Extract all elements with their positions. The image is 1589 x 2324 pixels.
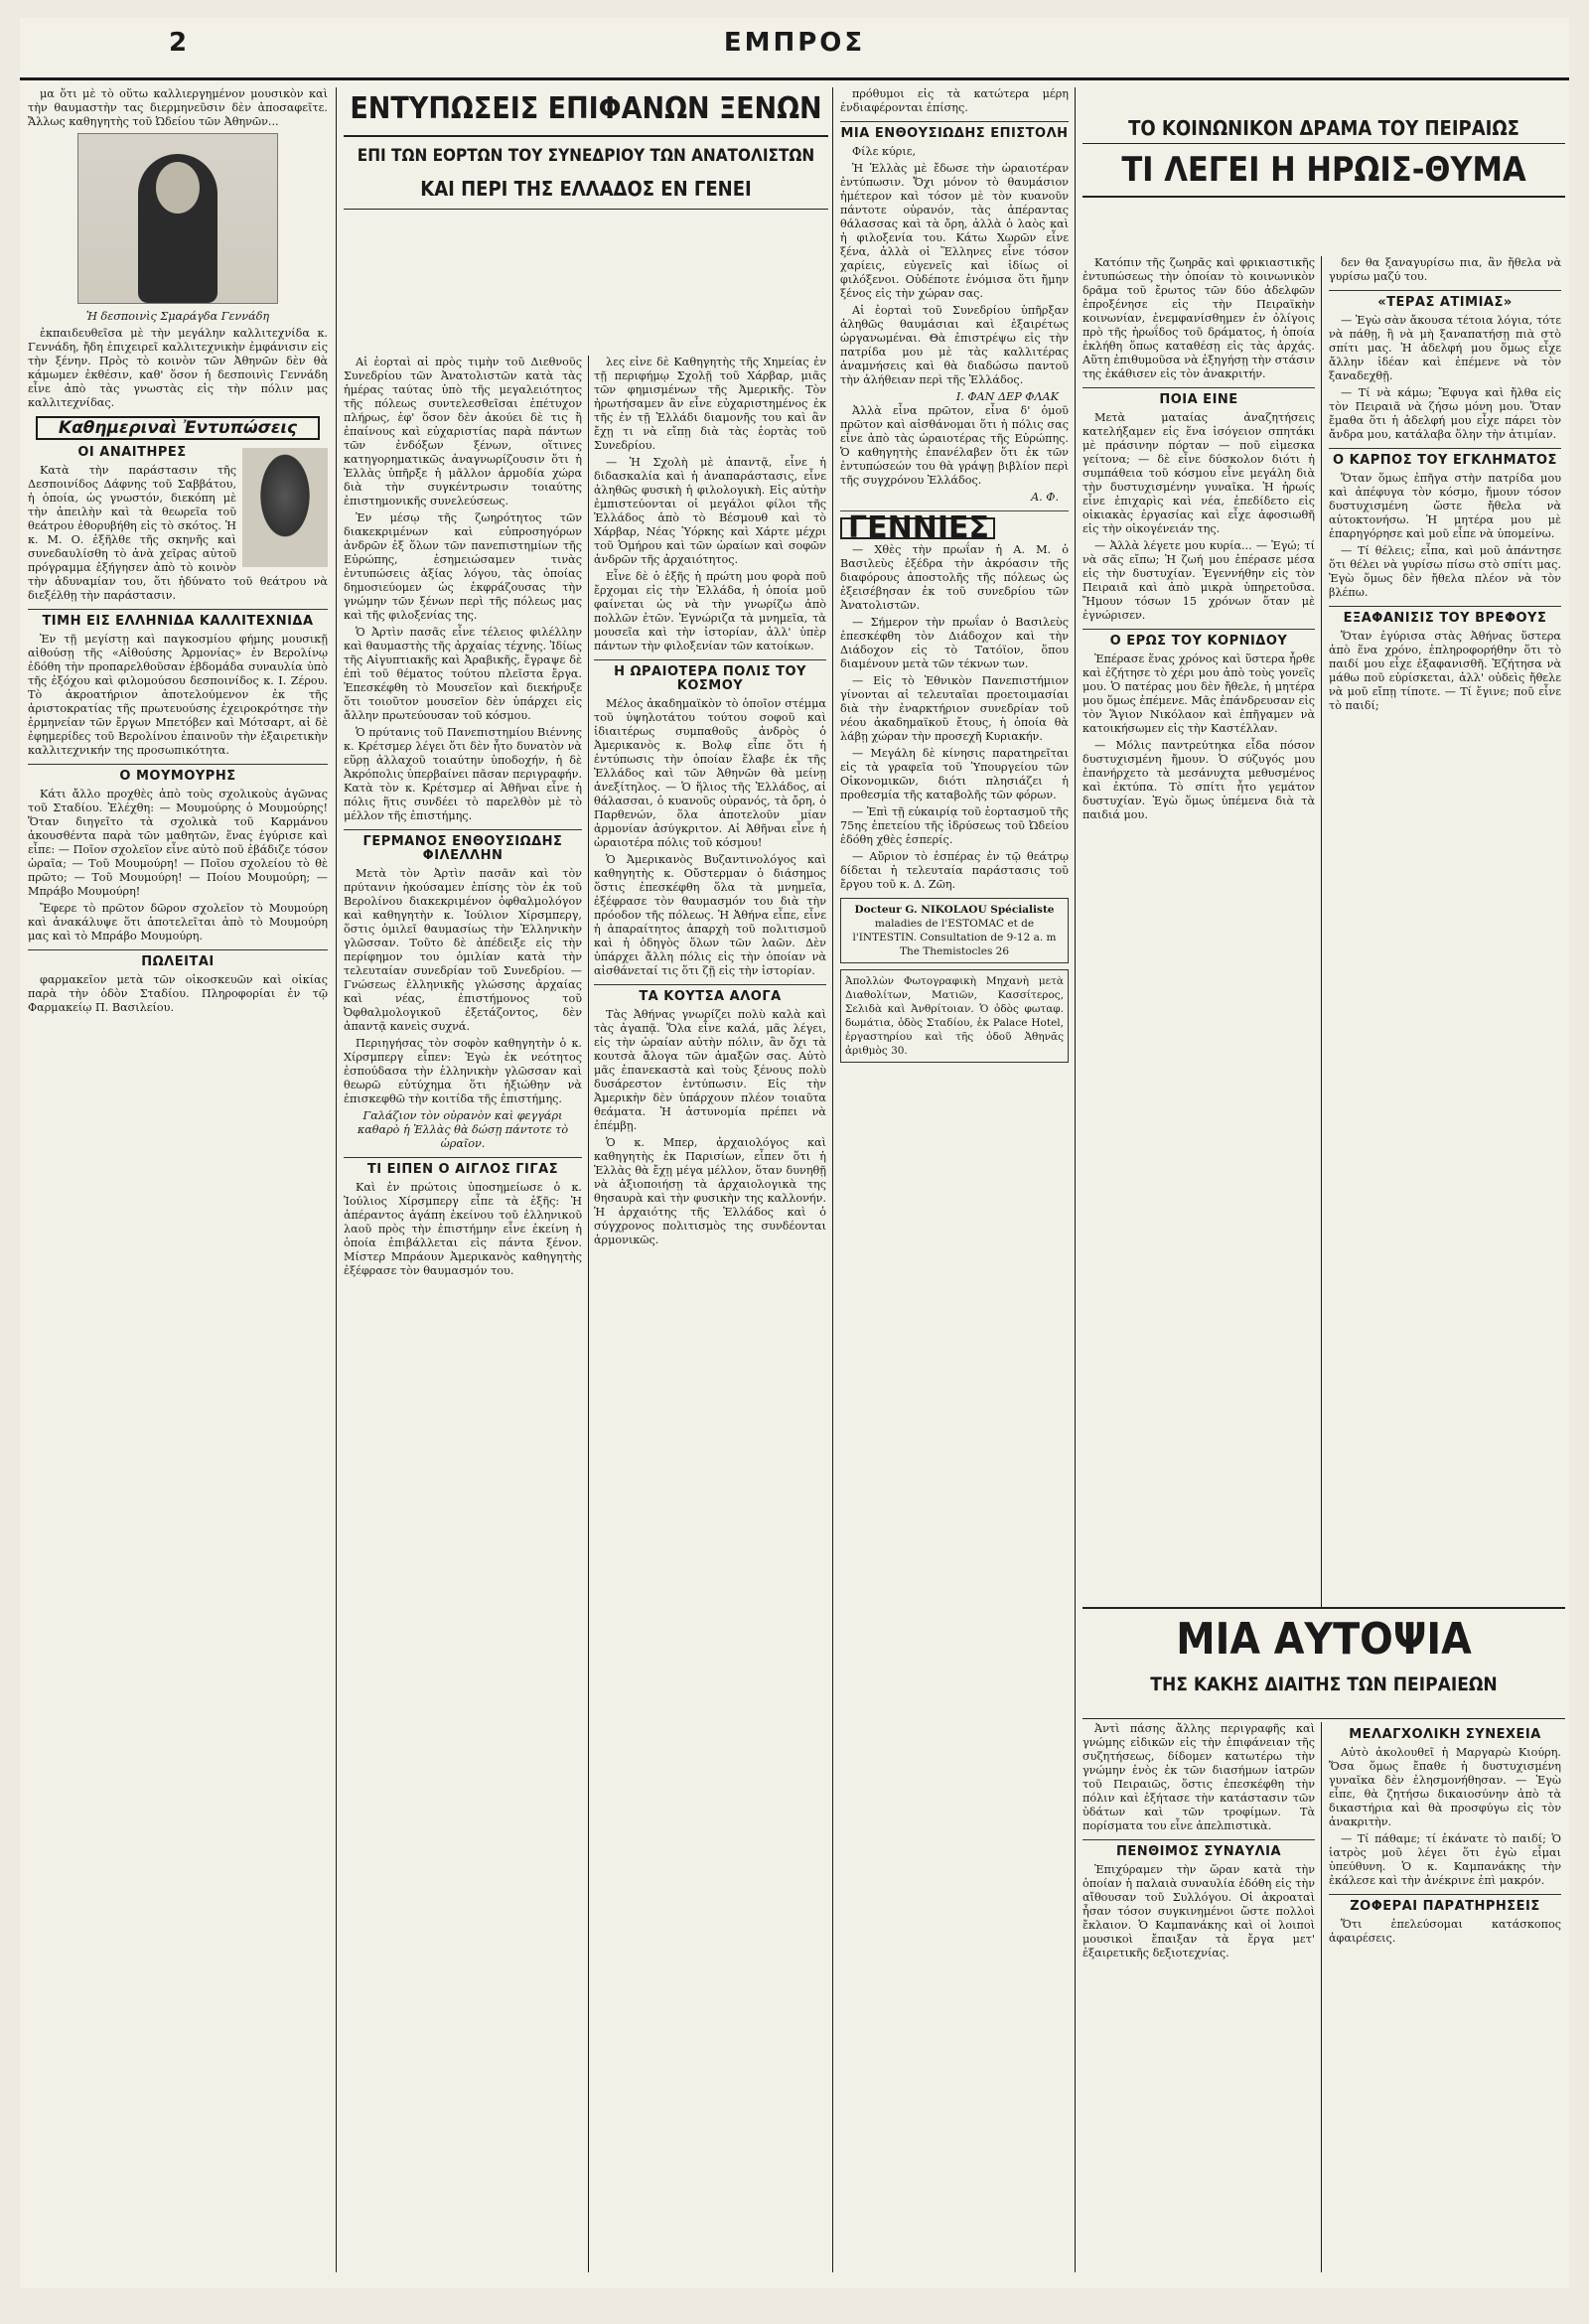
- letter-salutation: Φίλε κύριε,: [852, 145, 917, 158]
- article-text: Εἶνε δὲ ὁ ἐξῆς ἡ πρώτη μου φορὰ ποῦ ἔρχομαι εἰς τὴν Ἑλλάδα, ἡ ὁποία μοῦ φαίνεται ὡς νὰ τὴν γνωρίζω ἀπὸ πολλῶν ἐτῶν. Ἐγνώριζα τὰ μνημεῖα, τὰ μουσεῖα καὶ τὴν ἱστορίαν, ἀλλ' ὑπὲρ πάντων τὴν φιλοξενίαν τῶν κατοίκων.: [594, 570, 826, 653]
- headline-subtitle: ΕΠΙ ΤΩΝ ΕΟΡΤΩΝ ΤΟΥ ΣΥΝΕΔΡΙΟΥ ΤΩΝ ΑΝΑΤΟΛΙΣΤΩΝ: [357, 146, 815, 166]
- article-text: Αἱ ἑορταὶ αἱ πρὸς τιμὴν τοῦ Διεθνοῦς Συνεδρίου τῶν Ἀνατολιστῶν κατὰ τὰς ἡμέρας ταύτας ὑπὸ τῆς μεγαλειότητος τῆς πόλεως συντελεσθεῖσαι ἐπέτυχον πλήρως, ἐφ' ὅσον δὲν ἀκούει δὲ τις ἢ ἐπαίνους καὶ εὐχαριστίας παρὰ πάντων τῶν ἐνδόξων ξένων, οἵτινες κατηγορηματικῶς ἀναγνωρίζουσιν ὅτι ἡ Ἑλλὰς ὑπῆρξε ἡ μᾶλλον ἁρμοδία χώρα διὰ τὴν συγκέντρωσιν τοιαύτης ἐπιστημονικῆς συνελεύσεως.: [344, 356, 582, 508]
- article-text: Ἀλλὰ εἶνα πρῶτον, εἶνα δ' ὁμοῦ πρῶτον καὶ αἰσθάνομαι ὅτι ἡ πόλις σας εἶνε ἀπὸ τὰς ὡραιοτέρας τῆς Εὐρώπης. Ὁ καθηγητὴς ἐπανέλαβεν ὅτι ἐκ τῶν ἐντυπώσεών του θὰ γράψῃ βιβλίον περὶ τῆς συγχρόνου Ἑλλάδος.: [840, 404, 1069, 487]
- column-rule: [1321, 256, 1322, 1607]
- page-number: 2: [169, 28, 188, 58]
- article-signature: Α. Φ.: [1031, 491, 1059, 504]
- article-text: λες εἶνε δὲ Καθηγητὴς τῆς Χημείας ἐν τῇ περιφήμῳ Σχολῇ τοῦ Χάρβαρ, μιᾶς τῶν φημισμένων τῆς Ἀμερικῆς. Τὸν ἠρωτήσαμεν ἂν εἶνε εὐχαριστημένος ἐκ τῆς ἐν τῇ Ἑλλάδι διαμονῆς του καὶ ἂν ἔχῃ τι νὰ εἴπῃ διὰ τὰς ἑορτὰς τοῦ Συνεδρίου.: [594, 356, 826, 452]
- article-text: Ὅταν ὅμως ἐπῆγα στὴν πατρίδα μου καὶ ἀπέφυγα τὸν κόσμο, ἤμουν τόσον δυστυχισμένη ὥστε ἤθελα νὰ αὐτοκτονήσω. Ἡ μητέρα μου μὲ ἐπαρηγόρησε καὶ μοῦ εἶπε νὰ ὑπομείνω.: [1329, 472, 1561, 540]
- article-text: Τὰς Ἀθήνας γνωρίζει πολὺ καλὰ καὶ τὰς ἀγαπᾷ. Ὅλα εἶνε καλά, μᾶς λέγει, εἰς τὴν ὡραίαν αὐτὴν πόλιν, ἂν ὄχι τὰ κουτσὰ ἄλογα τῶν ἁμαξῶν σας. Αὐτὸ μᾶς ἐπανεκαστὰ καὶ τοὺς ξένους πολὺ δυσάρεστον ἐντύπωσιν. Εἰς τὴν Ἀμερικὴν δὲν ὑπάρχουν πλέον τοιαῦτα θεάματα. Ἡ ἀστυνομία πρέπει νὰ ἐπέμβῃ.: [594, 1008, 826, 1132]
- photo-caption: Ἡ δεσποινὶς Σμαράγδα Γεννάδη: [85, 310, 270, 323]
- verse-text: Γαλάζιον τὸν οὐρανὸν καὶ φεγγάρι καθαρὸ ἡ Ἑλλὰς θὰ δώσῃ πάντοτε τὸ ὡραῖον.: [357, 1109, 569, 1150]
- news-item: — Ἐπὶ τῇ εὐκαιρίᾳ τοῦ ἑορτασμοῦ τῆς 75ης ἐπετείου τῆς ἱδρύσεως τοῦ Ὠδείου ἐδόθη χθὲς ἐσπερίς.: [840, 805, 1069, 846]
- portrait-photo: [77, 133, 278, 304]
- ad-text: maladies de l'ESTOMAC et de l'INTESTIN. Consultation de 9-12 a. m The Themistocles 26: [852, 918, 1057, 957]
- section-heading: ΤΑ ΚΟΥΤΣΑ ΑΛΟΓΑ: [594, 984, 826, 1004]
- newspaper-title: ΕΜΠΡΟΣ: [723, 28, 866, 58]
- article-text: Ἔφερε τὸ πρῶτον δῶρον σχολεῖον τὸ Μουμούρη καὶ ἀνακάλυψε ὅτι ἀποτελεῖται ἀπὸ τὸ Μουμούρη μας καὶ τὸ Μπράβο Μουμούρη.: [28, 902, 328, 943]
- article-text: πρόθυμοι εἰς τὰ κατώτερα μέρη ἐνδιαφέρονται ἐπίσης.: [840, 87, 1069, 114]
- headline-title: ΜΙΑ ΑΥΤΟΨΙΑ: [1176, 1614, 1472, 1665]
- column-6: [1329, 256, 1561, 1607]
- article-text: Ἐν τῇ μεγίστῃ καὶ παγκοσμίου φήμης μουσικῇ αἰθούσῃ τῆς «Αἰθούσης Ἀρμονίας» ἐν Βερολίνῳ ἐδόθη τὴν προπαρελθοῦσαν ἑβδομάδα συναυλία ὑπὸ τῆς ἐξόχου καὶ φιλομούσου δεσποινίδος κ. Ι. Ζέρου. Τὸ ἀκροατήριον ἀποτελούμενον ἐκ τῆς ἀριστοκρατίας τῆς πρωτευούσης ἐχειροκρότησε τὴν ἑρμηνείαν τῶν ἔργων Μπετόβεν καὶ Μότσαρτ, αἱ δὲ ἐφημερίδες τοῦ Βερολίνου ἐπαινοῦν τὴν ἐξαιρετικὴν καλλιτεχνικήν της προσωπικότητα.: [28, 633, 328, 757]
- article-text: Ἀντὶ πάσης ἄλλης περιγραφῆς καὶ γνώμης εἰδικῶν εἰς τὴν ἐπιφάνειαν τῆς συζητήσεως, δίδομεν κατωτέρω τὴν γνώμην ἑνὸς ἐκ τῶν διασήμων ἰατρῶν τοῦ Πειραιῶς, ὅστις ἐπεσκέφθη τὴν πόλιν καὶ ἐξήτασε τὴν κατάστασιν τῶν ὑδάτων καὶ τῶν τροφίμων. Τὰ πορίσματα του εἶνε ἀπελπιστικὰ.: [1083, 1722, 1315, 1832]
- column-1: [28, 87, 328, 2272]
- peacock-illustration: [242, 448, 328, 567]
- section-heading: Ο ΜΟΥΜΟΥΡΗΣ: [28, 764, 328, 784]
- column-5-lower: [1083, 1722, 1315, 2272]
- section-heading: ΜΕΛΑΓΧΟΛΙΚΗ ΣΥΝΕΧΕΙΑ: [1349, 1727, 1541, 1742]
- newspaper-page: [20, 18, 1569, 2288]
- article-text: Ὁ πρύτανις τοῦ Πανεπιστημίου Βιέννης κ. Κρέτσμερ λέγει ὅτι δὲν ἦτο δυνατὸν νὰ εὕρῃ ἀλλαχοῦ τοιαύτην ὑποδοχήν, ἡ δὲ Ἀκρόπολις ὑπερβαίνει πᾶσαν περιγραφήν. Κατὰ τὸν κ. Κρέτσμερ αἱ Ἀθῆναι εἶνε ἡ πόλις ἥτις συνδέει τὸ παρελθὸν μὲ τὸ μέλλον τῆς ἐπιστήμης.: [344, 726, 582, 822]
- column-rule: [336, 87, 337, 2272]
- column-5: [1083, 256, 1315, 1607]
- article-text: — Ἐγὼ σὰν ἄκουσα τέτοια λόγια, τότε νὰ πάθῃ, ἢ νὰ μὴ ξαναπατήσῃ πιὰ στὸ σπίτι μας. Ἡ ἀδελφή μου ὅμως εἶχε ἄλλην ἰδέαν καὶ ἐπέμενε νὰ τὸν ξαναδεχθῇ.: [1329, 314, 1561, 382]
- article-text: Κατὰ τὴν παράστασιν τῆς Δεσποινίδος Δάφνης τοῦ Σαββάτου, ἡ ὁποία, ὡς γνωστόν, διεκόπη μὲ τὴν ἀπειλὴν καὶ τὰ θεωρεῖα τοῦ θεάτρου ἐθορυβήθη εἰς τὸ σκότος. Ἡ κ. Μ. Ο. ἐξῆλθε τῆς σκηνῆς καὶ συνεδαυλίσθη τὸ ἀνὰ χεῖρας αὐτοῦ πρόγραμμα ἐξήγησεν ἀπὸ τὸ κοινὸν τὴν ἀδυναμίαν του, ὅτι ἠδύνατο τοῦ θεάτρου νὰ διεξέλθῃ τὴν παράστασιν.: [28, 464, 328, 602]
- article-text: Ὁ κ. Μπερ, ἀρχαιολόγος καὶ καθηγητὴς ἐκ Παρισίων, εἶπεν ὅτι ἡ Ἑλλὰς θὰ ἔχῃ μέγα μέλλον, ὅταν δυνηθῇ νὰ ἀξιοποιήσῃ τὰ ἀρχαιολογικὰ της θησαυρὰ καὶ τὴν φυσικὴν της καλλονήν. Ἡ ἀρχαιότης τῆς Ἑλλάδος καὶ ὁ σύγχρονος πολιτισμὸς της συνδέονται ἀρμονικῶς.: [594, 1136, 826, 1246]
- article-text: Ἐπιχύραμεν τὴν ὥραν κατὰ τὴν ὁποίαν ἡ παλαιὰ συναυλία ἐδόθη εἰς τὴν αἴθουσαν τοῦ Συλλόγου. Οἱ ἀκροαταὶ ἦσαν τόσον συγκινημένοι ὥστε πολλοὶ ἔκλαιον. Ὁ Καμπανάκης καὶ οἱ λοιποὶ μουσικοὶ ἔπαιξαν τὰ ἔργα μετ' ἐξαιρετικῆς δεξιοτεχνίας.: [1083, 1863, 1315, 1960]
- column-3: [594, 356, 826, 2272]
- article-text: — Τί πάθαμε; τί ἐκάνατε τὸ παιδί; Ὁ ἰατρὸς μοῦ λέγει ὅτι ἐγὼ εἶμαι ὑπεύθυνη. Ὁ κ. Καμπανάκης τὴν ἐκάλεσε καὶ τὴν ἀνέκρινε ἐπὶ μακρόν.: [1329, 1832, 1561, 1887]
- article-text: Ὁ Ἀμερικανὸς Βυζαντινολόγος καὶ καθηγητὴς κ. Οὔστερμαν ὁ διάσημος ὅστις ἐπεσκέφθη ὅλα τὰ μνημεῖα, ἐξέφρασε τὸν θαυμασμόν του διὰ τὴν πρόοδον τῆς πόλεως. Ἡ Ἀθήνα εἶπε, εἶνε ἡ ἀπαραίτητος ἀπαρχὴ τοῦ πολιτισμοῦ καὶ ἡ ὁδηγὸς ὅλων τῶν λαῶν. Δὲν ὑπάρχει ἄλλη πόλις εἰς τὴν ὁποίαν νὰ αἰσθάνεταί τις ὅτι ζῇ εἰς τὴν ἱστορίαν.: [594, 853, 826, 977]
- section-banner: Καθημεριναὶ Ἐντυπώσεις: [36, 416, 320, 440]
- section-heading: ΠΕΝΘΙΜΟΣ ΣΥΝΑΥΛΙΑ: [1083, 1839, 1315, 1859]
- article-text: Ὅτι ἐπελεύσομαι κατάσκοπος ἀφαιρέσεις.: [1329, 1918, 1561, 1945]
- section-heading-large: ΓΕΝΝΙΕΣ: [840, 517, 995, 539]
- section-heading: «ΤΕΡΑΣ ΑΤΙΜΙΑΣ»: [1329, 290, 1561, 310]
- article-text: — Μόλις παντρεύτηκα εἶδα πόσον δυστυχισμένη ἤμουν. Ὁ σύζυγός μου ἐπανήρχετο τὰ μεσάνυχτα μεθυσμένος καὶ ἐκτύπα. Τὸ σπίτι ἦτο γεμάτον δυστυχίαν. Ἐγὼ ὅμως ὑπέμενα διὰ τὰ παιδιά μου.: [1083, 739, 1315, 821]
- column-1-intro: μα ὅτι μὲ τὸ οὕτω καλλιεργημένον μουσικὸν καὶ τὴν θαυμαστὴν τας διερμηνεῦσιν δὲν ἀποσαφεῖτε. Ἄλλως καθηγητὴς τοῦ Ὠδείου τῶν Ἀθηνῶν...: [28, 87, 328, 128]
- news-item: — Αὔριον τὸ ἑσπέρας ἐν τῷ θεάτρῳ δίδεται ἡ τελευταία παράστασις τοῦ ἔργου τοῦ κ. Δ. Ζῶη.: [840, 850, 1069, 891]
- section-heading: ΤΙ ΕΙΠΕΝ Ο ΑΙΓΛΟΣ ΓΙΓΑΣ: [344, 1157, 582, 1177]
- headline-title: ΤΟ ΚΟΙΝΩΝΙΚΟΝ ΔΡΑΜΑ ΤΟΥ ΠΕΙΡΑΙΩΣ: [1083, 113, 1565, 144]
- column-rule: [1321, 1722, 1322, 2272]
- article-text: Ἡ Ἑλλὰς μὲ ἔδωσε τὴν ὡραιοτέραν ἐντύπωσιν. Ὄχι μόνον τὸ θαυμάσιον ἡμέτερον καὶ τόσον μὲ τὸν κυανοῦν πάντοτε οὐρανόν, τὰς ἀπέραντας θάλασσας καὶ τὰ ὄρη, ἀλλὰ ὁ λαὸς καὶ ἡ φιλοξενία του. Κάτω Χωρῶν εἶνε ξένα, ἀλλὰ οἱ Ἕλληνες εἶνε τόσον χαρίεις, εὐγενεῖς καὶ ἰδίως οἱ φιλόξενοι. Οὐδέποτε ἐνόμισα ὅτι ἤμην ξένος εἰς τὴν χώραν σας.: [840, 162, 1069, 300]
- article-text: Καὶ ἐν πρώτοις ὑποσημείωσε ὁ κ. Ἰούλιος Χίρσμπεργ εἶπε τὰ ἑξῆς: Ἡ ἀπέραντος ἀγάπη ἐκείνου τοῦ ἑλληνικοῦ λαοῦ πρὸς τὴν ἐπιστήμην εἶνε ἐκείνη ἡ ὁποία ἐπιβάλλεται εἰς πάντα ξένον. Μίστερ Μπράουν Ἀμερικανὸς καθηγητὴς ἐξέφρασε τὸν θαυμασμόν του.: [344, 1181, 582, 1277]
- section-heading: ΖΟΦΕΡΑΙ ΠΑΡΑΤΗΡΗΣΕΙΣ: [1329, 1894, 1561, 1914]
- article-text: Μετὰ τὸν Ἀρτὶν πασᾶν καὶ τὸν πρύτανιν ἠκούσαμεν ἐπίσης τὸν ἐκ τοῦ Βερολίνου διακεκριμένον ὀφθαλμολόγον καὶ καθηγητὴν κ. Ἰούλιον Χίρσμπεργ, ὅστις ὁμιλεῖ θαυμασίως τὴν Ἑλληνικὴν γλῶσσαν. Τοῦτο δὲ ἀπέδειξε εἰς τὴν περίφημον του ὁμιλίαν κατὰ τὴν τελευταίαν συνεδρίαν τοῦ Συνεδρίου. — Γνώσεως ἑλληνικῆς γλώσσης ἀρχαίας καὶ νέας, ἐπιστήμονος τοῦ Ὀφθαλμολογικοῦ ἐξετάζοντος, δὲν ἀπαντᾷ κανεὶς συχνά.: [344, 867, 582, 1033]
- headline-subtitle: ΤΗΣ ΚΑΚΗΣ ΔΙΑΙΤΗΣ ΤΩΝ ΠΕΙΡΑΙΕΩΝ: [1150, 1673, 1498, 1695]
- column-4: [840, 87, 1069, 2272]
- column-6-lower: [1329, 1722, 1561, 2272]
- photography-advertisement: Ἀπολλὼν Φωτογραφικὴ Μηχανὴ μετὰ Διαθολίτων, Ματιῶν, Κασσίτερος, Σελιδὰ καὶ Ἀνθρίτοιαν. Ὁ ὁδὸς φωταφ. δωμάτια, ὁδὸς Σταδίου, ἐκ Palace Hotel, ἐργαστηρίου καὶ τῆς ὁδοῦ Ἀθηνᾶς ἀριθμὸς 30.: [840, 969, 1069, 1063]
- section-heading: ΠΟΙΑ ΕΙΝΕ: [1083, 387, 1315, 407]
- article-text: — Ἡ Σχολὴ μὲ ἀπαντᾷ, εἶνε ἡ διδασκαλία καὶ ἡ ἀναπαράστασις, εἶνε ἀληθῶς φυσικὴ ἡ φιλολογικὴ. Εἰς αὐτὴν ἐμπιστεύονται οἱ μεγάλοι φίλοι τῆς Ἑλλάδος ἀπὸ τὸ Βέσμουθ καὶ τὸ Χάρβαρ, Νέας Ὑόρκης καὶ Χάρτε μέχρι τοῦ Ὁμήρου καὶ τῶν ὡραίων καὶ σοφῶν ἀνδρῶν τῆς ἀρχαιότητος.: [594, 456, 826, 566]
- article-text: δεν θα ξαναγυρίσω πια, ἂν ἤθελα νὰ γυρίσω μαζύ του.: [1329, 256, 1561, 283]
- article-text: — Τί θέλεις; εἶπα, καὶ μοῦ ἀπάντησε ὅτι θέλει νὰ γυρίσω πίσω στὸ σπίτι μας. Ἐγὼ ὅμως δὲν ἤθελα πλέον νὰ τὸν βλέπω.: [1329, 544, 1561, 599]
- ad-title: Docteur G. NIKOLAOU Spécialiste: [854, 904, 1055, 916]
- letter-signature: Ι. ΦΑΝ ΔΕΡ ΦΛΑΚ: [955, 390, 1059, 403]
- article-text: Περιηγήσας τὸν σοφὸν καθηγητὴν ὁ κ. Χίρσμπεργ εἶπεν: Ἐγὼ ἐκ νεότητος ἐσπούδασα τὴν ἑλληνικὴν γλῶσσαν καὶ θεωρῶ εὐτύχημα ὅτι ἠξιώθην νὰ ἐπισκεφθῶ τὴν κοιτίδα τῆς ἐπιστήμης.: [344, 1037, 582, 1105]
- article-text: — Ἀλλὰ λέγετε μου κυρία... — Ἐγώ; τί νὰ σᾶς εἴπω; Ἡ ζωή μου ἐπέρασε μέσα εἰς τὴν δυστυχίαν. Ἐγεννήθην εἰς τὸν Πειραιᾶ καὶ ἀπὸ μικρὰ ὑπηρετοῦσα. Ἤμουν τόσων 15 χρόνων ὅταν μὲ ἐγνώρισεν.: [1083, 539, 1315, 622]
- section-heading: Ο ΚΑΡΠΟΣ ΤΟΥ ΕΓΚΛΗΜΑΤΟΣ: [1329, 448, 1561, 468]
- section-heading: ΕΞΑΦΑΝΙΣΙΣ ΤΟΥ ΒΡΕΦΟΥΣ: [1329, 606, 1561, 626]
- portrait-face: [156, 162, 200, 214]
- article-text: Κατόπιν τῆς ζωηρᾶς καὶ φρικιαστικῆς ἐντυπώσεως τὴν ὁποίαν τὸ κοινωνικὸν δρᾶμα τοῦ ἔρωτος τῶν δύο ἀδελφῶν ἐπροξένησε εἰς τὴν Πειραϊκὴν κοινωνίαν, ἐνεμφανίσθημεν ἐν ὀλίγοις πρὸ τῆς ἡρωΐδος τοῦ δράματος, ἡ ὁποία ἐκλήθη ὅπως καταθέσῃ εἰς τὰς ἀρχάς. Αὕτη ἐπιθυμοῦσα νὰ ἐξηγήσῃ τὴν στάσιν της ἐκάθισεν εἰς τὸν ἀνακριτήν.: [1083, 256, 1315, 380]
- article-text: Αὐτὸ ἀκολουθεῖ ἡ Μαργαρὼ Κιούρη. Ὅσα ὅμως ἔπαθε ἡ δυστυχισμένη γυναῖκα δὲν ἐλησμονήθησαν. — Ἐγὼ εἶπε, θὰ ζητήσω δικαιοσύνην ἀπὸ τὰ δικαστήρια καὶ θὰ προσφύγω εἰς τὸν ἀνακριτὴν.: [1329, 1746, 1561, 1828]
- news-item: — Χθὲς τὴν πρωΐαν ἡ Α. Μ. ὁ Βασιλεὺς ἐξέδρα τὴν ἀκρόασιν τῆς διαφόρους ἀποστολῆς τῆς πόλεως ὡς ἐξεισέβησαν ἐκ τοῦ συνεδρίου τῶν Ἀνατολιστῶν.: [840, 543, 1069, 612]
- section-heading: ΤΙΜΗ ΕΙΣ ΕΛΛΗΝΙΔΑ ΚΑΛΛΙΤΕΧΝΙΔΑ: [28, 609, 328, 629]
- article-text: φαρμακεῖον μετὰ τῶν οἰκοσκευῶν καὶ οἰκίας παρὰ τὴν ὁδὸν Σταδίου. Πληροφορίαι ἐν τῷ Φαρμακείῳ Π. Βασιλείου.: [28, 973, 328, 1014]
- doctor-advertisement: [840, 898, 1069, 963]
- article-text: Αἱ ἑορταὶ τοῦ Συνεδρίου ὑπῆρξαν ἀληθῶς θαυμάσιαι καὶ ἐξαιρέτως ὠργανωμέναι. Θὰ ἐπιστρέψω εἰς τὴν πατρίδα μου μὲ τὰς καλλιτέρας ἀναμνήσεις καὶ θὰ διαδώσω παντοῦ τὴν ἀλήθειαν περὶ τῆς Ἑλλάδος.: [840, 304, 1069, 386]
- news-item: — Εἰς τὸ Ἐθνικὸν Πανεπιστήμιον γίνονται αἱ τελευταῖαι προετοιμασίαι διὰ τὴν ἐναρκτήριον συνεδρίαν τοῦ νέου ἀκαδημαϊκοῦ ἔτους, ἡ ὁποία θὰ λάβῃ χώραν τὴν προσεχῆ Κυριακήν.: [840, 674, 1069, 743]
- section-heading: Ο ΕΡΩΣ ΤΟΥ ΚΟΡΝΙΔΟΥ: [1083, 629, 1315, 649]
- autopsy-headline-block: [1083, 1607, 1565, 1719]
- article-text: Ὅταν ἐγύρισα στὰς Ἀθήνας ὕστερα ἀπὸ ἕνα χρόνο, ἐπληροφορήθην ὅτι τὸ παιδί μου εἶχε ἐξαφανισθῆ. Ἐζήτησα νὰ μάθω ποῦ εὑρίσκεται, ἀλλ' οὐδεὶς ἤθελε νὰ μοῦ εἴπῃ τίποτε. — Τί ἔγινε; ποῦ εἶνε τὸ παιδί;: [1329, 630, 1561, 712]
- column-1-text: ἐκπαιδευθεῖσα μὲ τὴν μεγάλην καλλιτεχνίδα κ. Γεννάδη, ἤδη ἐπιχειρεῖ καλλιτεχνικὴν ἐμφάνισιν εἰς τὴν ξένην. Πρὸς τὸ κοινὸν τῶν Ἀθηνῶν δὲν θὰ κάμωμεν ἐκθέσιν, καθ' ὅσον ἡ δεσποινὶς Γεννάδη εἶνε ἀπὸ τὰς γνωστὰς εἰς τὴν πόλιν μας καλλιτεχνίδας.: [28, 327, 328, 409]
- main-headline-block: [344, 89, 828, 356]
- article-text: Ἐπέρασε ἕνας χρόνος καὶ ὕστερα ἦρθε καὶ ἐζήτησε τὸ χέρι μου ἀπὸ τοὺς γονεῖς μου. Ὁ πατέρας μου δὲν ἤθελε, ἡ μητέρα μου ὅμως ἐπέμενε. Μᾶς ἐπάνδρευσαν εἰς τὸν Ἅγιον Νικόλαον καὶ ἐπῆγαμεν νὰ κατοικήσωμεν εἰς τὴν Καστέλλαν.: [1083, 653, 1315, 735]
- section-heading: ΟΙ ΑΝΑΙΤΗΡΕΣ: [77, 445, 187, 460]
- section-heading: ΠΩΛΕΙΤΑΙ: [28, 949, 328, 969]
- headline-subtitle: ΤΙ ΛΕΓΕΙ Η ΗΡΩΙΣ-ΘΥΜΑ: [1083, 144, 1565, 198]
- article-text: Μέλος ἀκαδημαϊκὸν τὸ ὁποῖον στέμμα τοῦ ὑψηλοτάτου τούτου σοφοῦ καὶ ἰδιαιτέρως συμπαθοῦς ἀνδρὸς ὁ Ἀμερικανὸς κ. Βολφ εἶπε ὅτι ἡ ἐντύπωσις τὴν ὁποίαν ἔλαβε ἐκ τῆς Ἑλλάδος καὶ τῶν Ἀθηνῶν θὰ μείνῃ ἀνεξίτηλος. — Ὁ ἥλιος τῆς Ἑλλάδος, αἱ θάλασσαι, ὁ κυανοῦς οὐρανός, τὰ ὄρη, ὁ Παρθενών, ὅλα ἀποτελοῦν μίαν ἁρμονίαν ἀσύγκριτον. Αἱ Ἀθῆναι εἶνε ἡ ὡραιοτέρα πόλις τοῦ κόσμου!: [594, 697, 826, 849]
- headline-title: ΕΝΤΥΠΩΣΕΙΣ ΕΠΙΦΑΝΩΝ ΞΕΝΩΝ: [344, 89, 828, 137]
- article-text: Ὁ Ἀρτὶν πασᾶς εἶνε τέλειος φιλέλλην καὶ θαυμαστὴς τῆς ἀρχαίας τέχνης. Ἰδίως τῆς Αἰγυπτιακῆς καὶ Ἀραβικῆς, ἔγραψε δὲ ἐπὶ τοῦ θέματος τούτου πλεῖστα ἔργα. Ἐπεσκέφθη τὸ Μουσεῖον καὶ διεκήρυξε ὅτι τοιοῦτον μουσεῖον δὲν ὑπάρχει εἰς ἄλλην πρωτεύουσαν τοῦ κόσμου.: [344, 626, 582, 722]
- article-text: Ἐν μέσῳ τῆς ζωηρότητος τῶν διακεκριμένων καὶ εὐπροσηγόρων ἀνδρῶν ἐξ ὅλων τῶν πανεπιστημίων τῆς Εὐρώπης, ἐσημειώσαμεν τινὰς ἐντυπώσεις ἀξίας λόγου, τὰς ὁποίας δημοσιεύομεν ὡς ἐκφράζουσας τὴν γνώμην τῶν ξένων περὶ τῆς πόλεως μας καὶ τῆς φιλοξενίας της.: [344, 511, 582, 622]
- section-heading: ΜΙΑ ΕΝΘΟΥΣΙΩΔΗΣ ΕΠΙΣΤΟΛΗ: [840, 121, 1069, 141]
- drama-headline-block: [1083, 113, 1565, 252]
- section-heading: ΓΕΡΜΑΝΟΣ ΕΝΘΟΥΣΙΩΔΗΣ ΦΙΛΕΛΛΗΝ: [344, 829, 582, 863]
- column-rule: [1075, 87, 1076, 2272]
- column-rule: [588, 356, 589, 2272]
- column-rule: [832, 87, 833, 2272]
- news-item: — Σήμερον τὴν πρωΐαν ὁ Βασιλεὺς ἐπεσκέφθη τὸν Διάδοχον καὶ τὴν Διάδοχον εἰς τὸ Τατόϊον, ὅπου διαμένουν μετὰ τῶν τέκνων των.: [840, 616, 1069, 670]
- article-text: — Τί νὰ κάμω; Ἔφυγα καὶ ἤλθα εἰς τὸν Πειραιᾶ νὰ ζήσω μόνη μου. Ὅταν ἔμαθα ὅτι ἡ ἀδελφή μου εἶχε πάρει τὸν ἄνδρα μου, κατάλαβα ὅλην τὴν ἀτιμίαν.: [1329, 386, 1561, 441]
- section-heading: Η ΩΡΑΙΟΤΕΡΑ ΠΟΛΙΣ ΤΟΥ ΚΟΣΜΟΥ: [594, 659, 826, 693]
- headline-subtitle-2: ΚΑΙ ΠΕΡΙ ΤΗΣ ΕΛΛΑΔΟΣ ΕΝ ΓΕΝΕΙ: [344, 175, 828, 210]
- article-text: Μετὰ ματαίας ἀναζητήσεις κατελήξαμεν εἰς ἕνα ἰσόγειον σπητάκι μὲ πράσινην πόρταν — ποῦ εἰμεσκα γείτονα; — δὲ εἶνε δύσκολον διότι ἡ συμπάθεια τοῦ κόσμου εἶνε μεγάλη διὰ τὴν δυστυχισμένην γυναῖκα. Ἡ ἡρωίς εἶνε ἐπιχαρὶς καὶ νέα, ἐπεδίδετο εἰς οἰκιακὰς ἐργασίας καὶ εἶχε ἀφοσιωθῆ εἰς τὴν οἰκογένειάν της.: [1083, 411, 1315, 535]
- news-item: — Μεγάλη δὲ κίνησις παρατηρεῖται εἰς τὰ γραφεῖα τοῦ Ὑπουργείου τῶν Οἰκονομικῶν, διότι πλησιάζει ἡ προθεσμία τῆς καταβολῆς τῶν φόρων.: [840, 747, 1069, 801]
- masthead: [20, 18, 1569, 80]
- article-text: Κάτι ἄλλο προχθὲς ἀπὸ τοὺς σχολικοὺς ἀγῶνας τοῦ Σταδίου. Ἐλέχθη: — Μουμούρης ὁ Μουμούρης! Ὅταν διηγεῖτο τὰ σχολικὰ τοῦ Καρμάνου ἀκουσθέντα παρὰ τῶν μαθητῶν, ἕνας ἐγύρισε καὶ εἶπε: — Ποῖον σχολεῖον εἶνε αὐτὸ ποῦ ἐβάδιζε τόσον ὡραῖα; — Τοῦ Μουμούρη! — Ποῖου σχολείου τὸ θὲ πρῶτο; — Τοῦ Μουμούρη! — Ποίου Μουμούρη; — Μπράβο Μουμούρη!: [28, 788, 328, 898]
- column-2: [344, 356, 582, 2272]
